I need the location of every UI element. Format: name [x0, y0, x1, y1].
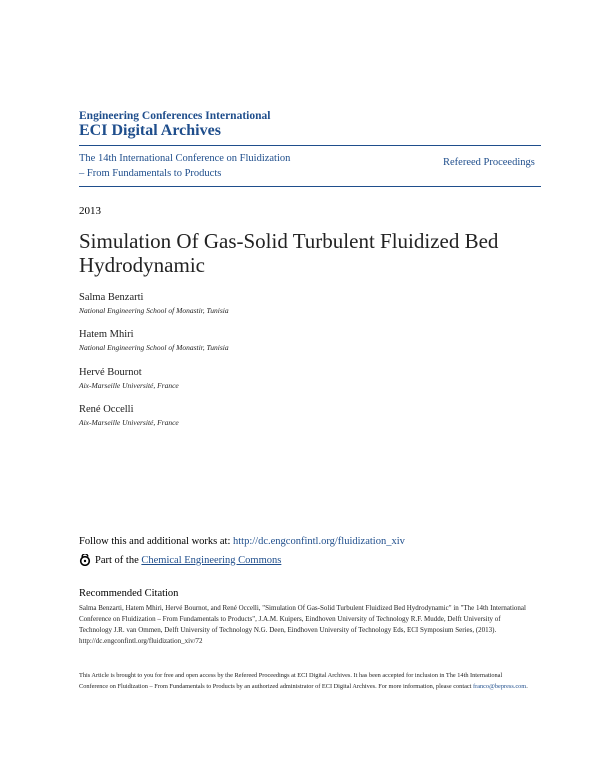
conference-line-2: – From Fundamentals to Products	[79, 168, 222, 179]
notice-suffix: .	[526, 683, 528, 690]
archive-name[interactable]: ECI Digital Archives	[79, 122, 221, 139]
author-affiliation: Aix-Marseille Université, France	[79, 381, 179, 390]
conference-name[interactable]	[79, 151, 339, 181]
author-affiliation: Aix-Marseille Université, France	[79, 418, 179, 427]
open-access-icon	[79, 554, 91, 566]
author-affiliation: National Engineering School of Monastir, Tunisia	[79, 343, 229, 352]
author-affiliation: National Engineering School of Monastir, Tunisia	[79, 306, 229, 315]
organization-name: Engineering Conferences International	[79, 110, 271, 122]
author-name: Hatem Mhiri	[79, 329, 134, 340]
publication-year: 2013	[79, 205, 101, 217]
paper-title: Simulation Of Gas-Solid Turbulent Fluidized Bed Hydrodynamic	[79, 229, 499, 277]
discipline-link[interactable]: Chemical Engineering Commons	[141, 554, 282, 566]
proceedings-type[interactable]: Refereed Proceedings	[443, 157, 535, 168]
author-name: René Occelli	[79, 404, 134, 415]
author-name: Salma Benzarti	[79, 292, 144, 303]
collection-link[interactable]: http://dc.engconfintl.org/fluidization_xiv	[233, 536, 405, 547]
follow-line	[79, 536, 405, 547]
author-name: Hervé Bournot	[79, 367, 142, 378]
follow-label: Follow this and additional works at:	[79, 536, 233, 547]
notice-text: This Article is brought to you for free and open access by the Refereed Proceedings at ECI Digital Archives. It has been accepted for inclusion in The 14th International Conference on Fluidization – From Fundamentals to Products by an authorized administrator of ECI Digital Archives. For more information, please contact	[79, 672, 503, 690]
contact-email-link[interactable]: franco@bepress.com	[473, 683, 527, 690]
citation-heading: Recommended Citation	[79, 588, 179, 599]
part-of-line	[79, 554, 281, 566]
series-divider	[79, 186, 541, 187]
conference-line-1: The 14th International Conference on Fluidization	[79, 153, 291, 164]
part-of-label: Part of the	[95, 554, 142, 566]
citation-text: Salma Benzarti, Hatem Mhiri, Hervé Bournot, and René Occelli, "Simulation Of Gas-Solid Turbulent Fluidized Bed Hydrodynamic" in "The 14th International Conference on Fluidization – From Fundamentals to Products", J.A.M. Kuipers, Eindhoven University of Technology R.F. Mudde, Delft University of Technology J.R. van Ommen, Delft University of Technology N.G. Deen, Eindhoven University of Technology Eds, ECI Symposium Series, (2013). http://dc.engconfintl.org/fluidization_xiv/72	[79, 604, 526, 645]
header-divider	[79, 145, 541, 146]
access-notice	[79, 670, 529, 692]
